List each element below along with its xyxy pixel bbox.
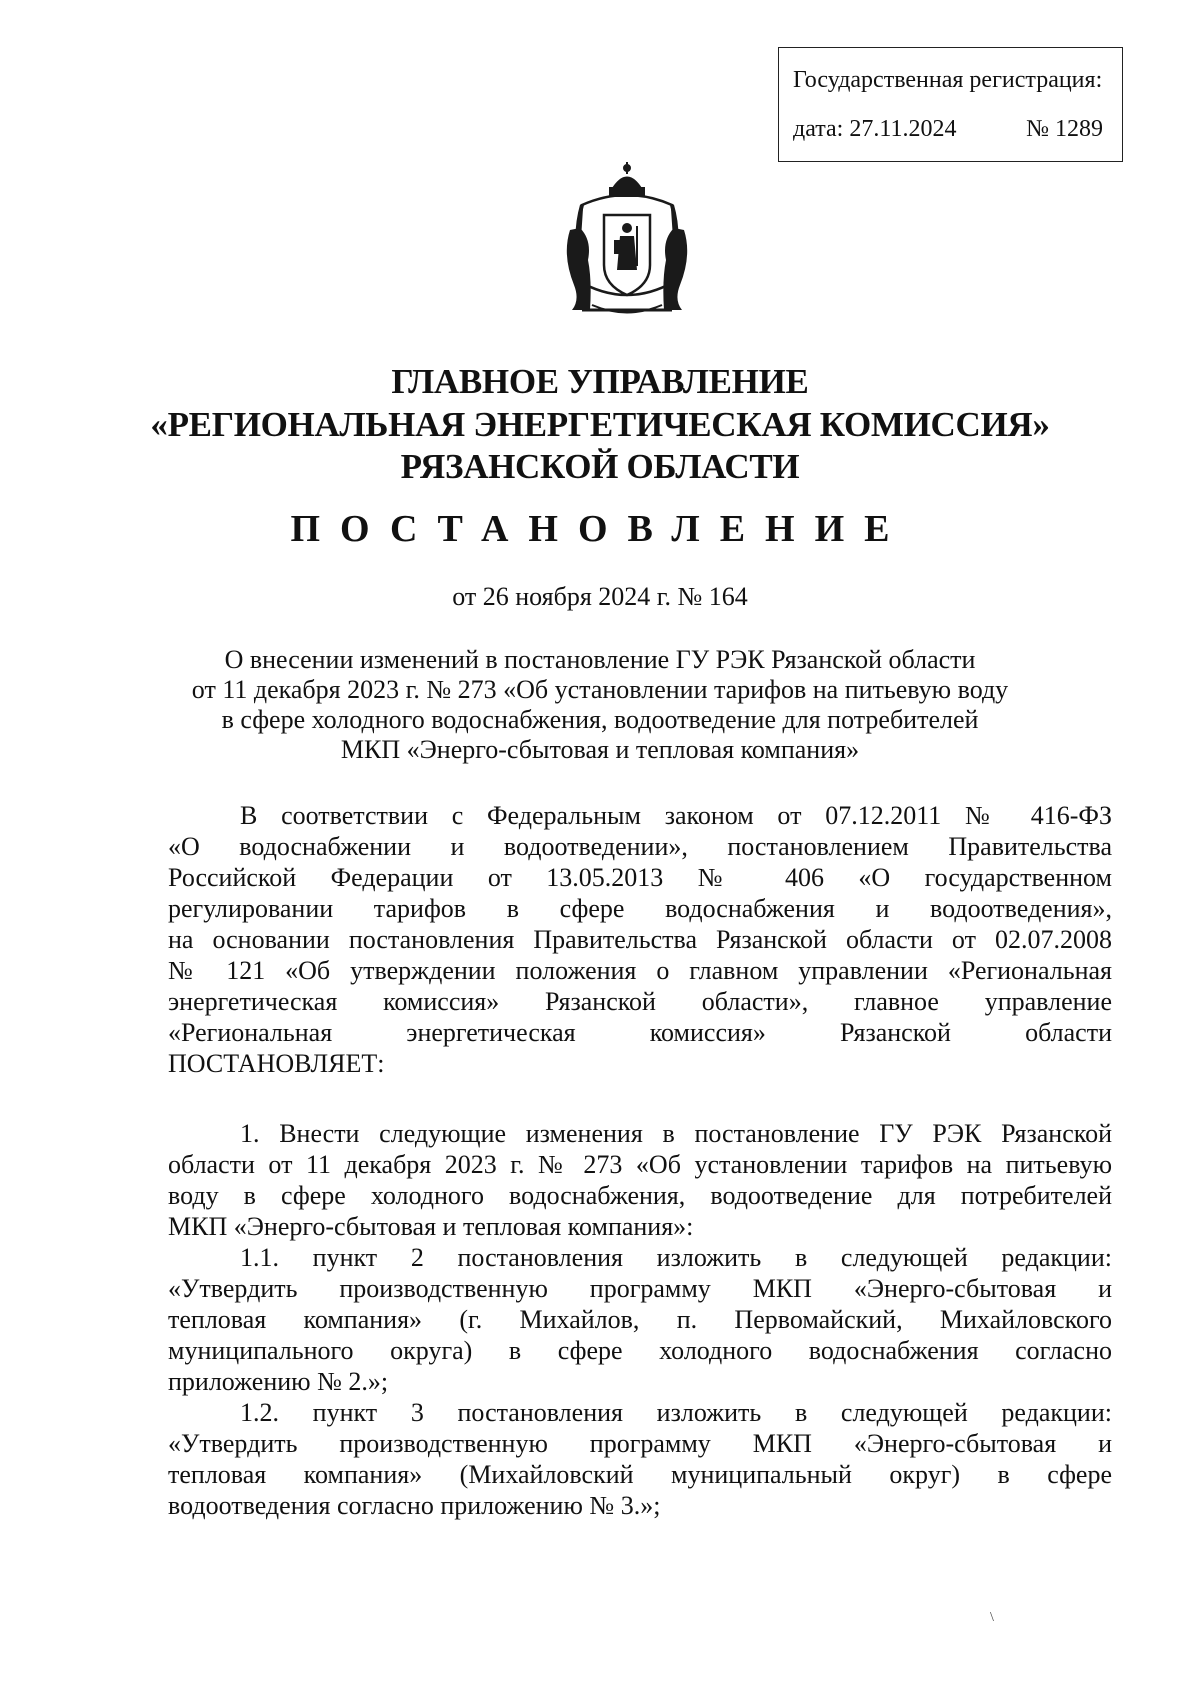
item-1 [168,1118,1112,1242]
right-supporter [663,228,687,310]
subject-line: в сфере холодного водоснабжения, водоотведение для потребителей [221,705,979,734]
subject-line: О внесении изменений в постановление ГУ РЭК Рязанской области [224,645,976,674]
item-1-1-line: приложению № 2.»; [168,1367,389,1396]
preamble-line: на основании постановления Правительства Рязанской области от 02.07.2008 [168,925,1112,954]
preamble-line: «О водоснабжении и водоотведении», постановлением Правительства [168,832,1112,861]
preamble-line: № 121 «Об утверждении положения о главном управлении «Региональная [168,956,1112,985]
document-date-number: от 26 ноября 2024 г. № 164 [452,582,748,611]
item-1-2 [168,1397,1112,1521]
registration-stamp [778,47,1123,162]
ryazan-coat-of-arms-icon [562,160,692,322]
document-type: ПОСТАНОВЛЕНИЕ [290,508,910,550]
item-1-line: МКП «Энерго-сбытовая и тепловая компания»: [168,1212,694,1241]
item-1-line: области от 11 декабря 2023 г. № 273 «Об установлении тарифов на питьевую [168,1150,1112,1179]
item-1-2-line: 1.2. пункт 3 постановления изложить в следующей редакции: [240,1398,1112,1427]
item-1-line: 1. Внести следующие изменения в постановление ГУ РЭК Рязанской [240,1119,1112,1148]
document-subject [0,645,1200,765]
crown-icon [610,162,644,196]
registration-details [793,115,1103,144]
org-title-line-1: ГЛАВНОЕ УПРАВЛЕНИЕ [391,362,809,401]
resolution-items [168,1118,1112,1521]
subject-line: от 11 декабря 2023 г. № 273 «Об установлении тарифов на питьевую воду [191,675,1009,704]
org-title-line-2: «РЕГИОНАЛЬНАЯ ЭНЕРГЕТИЧЕСКАЯ КОМИССИЯ» [150,405,1050,444]
preamble-line: В соответствии с Федеральным законом от 07.12.2011 № 416-ФЗ [240,801,1112,830]
preamble-paragraph [168,800,1112,1079]
preamble-resolves: ПОСТАНОВЛЯЕТ: [168,1049,385,1078]
item-1-1-line: «Утвердить производственную программу МКП «Энерго-сбытовая и [168,1274,1112,1303]
registration-number: № 1289 [1026,115,1103,142]
item-1-1-line: 1.1. пункт 2 постановления изложить в следующей редакции: [240,1243,1112,1272]
registration-date: дата: 27.11.2024 [793,115,957,142]
left-supporter [567,228,591,310]
item-1-1-line: тепловая компания» (г. Михайлов, п. Первомайский, Михайловского [168,1305,1112,1334]
item-1-line: воду в сфере холодного водоснабжения, водоотведение для потребителей [168,1181,1112,1210]
preamble-line: энергетическая комиссия» Рязанской области», главное управление [168,987,1112,1016]
item-1-2-line: водоотведения согласно приложению № 3.»; [168,1491,661,1520]
item-1-1 [168,1242,1112,1397]
preamble-line: регулировании тарифов в сфере водоснабжения и водоотведения», [168,894,1112,923]
item-1-2-line: «Утвердить производственную программу МКП «Энерго-сбытовая и [168,1429,1112,1458]
item-1-1-line: муниципального округа) в сфере холодного водоснабжения согласно [168,1336,1112,1365]
item-1-2-line: тепловая компания» (Михайловский муниципальный округ) в сфере [168,1460,1112,1489]
org-title-line-3: РЯЗАНСКОЙ ОБЛАСТИ [400,447,800,486]
stray-mark: \ [990,1610,994,1625]
subject-line: МКП «Энерго-сбытовая и тепловая компания» [340,735,860,764]
preamble-line: Российской Федерации от 13.05.2013 № 406 «О государственном [168,863,1112,892]
registration-title: Государственная регистрация: [793,67,1103,93]
preamble-line: «Региональная энергетическая комиссия» Рязанской области [168,1018,1112,1047]
